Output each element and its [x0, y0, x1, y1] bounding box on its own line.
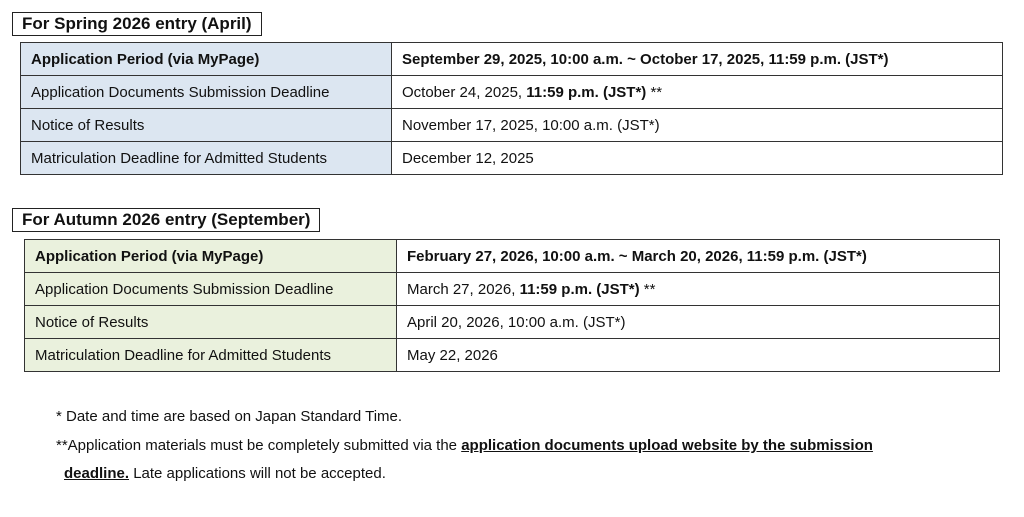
submission-footnote — [56, 436, 873, 456]
table-row — [21, 43, 1003, 76]
row-value: May 22, 2026 — [397, 339, 1000, 372]
value-text: March 27, 2026, — [407, 280, 520, 298]
value-bold-text: 11:59 p.m. (JST*) — [519, 280, 640, 298]
table-row — [25, 339, 1000, 372]
autumn-schedule-table — [24, 239, 1000, 372]
deadline-link[interactable]: deadline. — [64, 465, 130, 482]
row-label: Notice of Results — [25, 306, 397, 339]
value-suffix: ** — [646, 83, 663, 101]
jst-footnote: * Date and time are based on Japan Standard Time. — [56, 408, 403, 425]
row-value: April 20, 2026, 10:00 a.m. (JST*) — [397, 306, 1000, 339]
row-value: December 12, 2025 — [392, 142, 1003, 175]
table-row — [25, 306, 1000, 339]
row-label: Application Documents Submission Deadline — [25, 273, 397, 306]
footnote-text: **Application materials must be completely submitted via the — [56, 437, 462, 454]
table-row — [21, 109, 1003, 142]
value-suffix: ** — [639, 280, 656, 298]
autumn-section-title: For Autumn 2026 entry (September) — [12, 208, 320, 232]
row-label: Application Period (via MyPage) — [21, 43, 392, 76]
submission-footnote-continued — [64, 464, 386, 484]
value-text: October 24, 2025, — [402, 83, 527, 101]
row-label: Application Period (via MyPage) — [25, 240, 397, 273]
footnote-text: Late applications will not be accepted. — [129, 465, 386, 482]
spring-schedule-table — [20, 42, 1003, 175]
row-label: Matriculation Deadline for Admitted Students — [21, 142, 392, 175]
row-value — [397, 273, 1000, 306]
table-row — [25, 240, 1000, 273]
table-row — [25, 273, 1000, 306]
upload-website-link[interactable]: application documents upload website by the submission — [461, 437, 873, 454]
row-value — [392, 76, 1003, 109]
row-label: Matriculation Deadline for Admitted Students — [25, 339, 397, 372]
value-bold-text: 11:59 p.m. (JST*) — [526, 83, 647, 101]
table-row — [21, 76, 1003, 109]
row-value: February 27, 2026, 10:00 a.m. ~ March 20, 2026, 11:59 p.m. (JST*) — [397, 240, 1000, 273]
row-label: Application Documents Submission Deadline — [21, 76, 392, 109]
row-value: September 29, 2025, 10:00 a.m. ~ October 17, 2025, 11:59 p.m. (JST*) — [392, 43, 1003, 76]
table-row — [21, 142, 1003, 175]
row-label: Notice of Results — [21, 109, 392, 142]
spring-section-title: For Spring 2026 entry (April) — [12, 12, 262, 36]
row-value: November 17, 2025, 10:00 a.m. (JST*) — [392, 109, 1003, 142]
